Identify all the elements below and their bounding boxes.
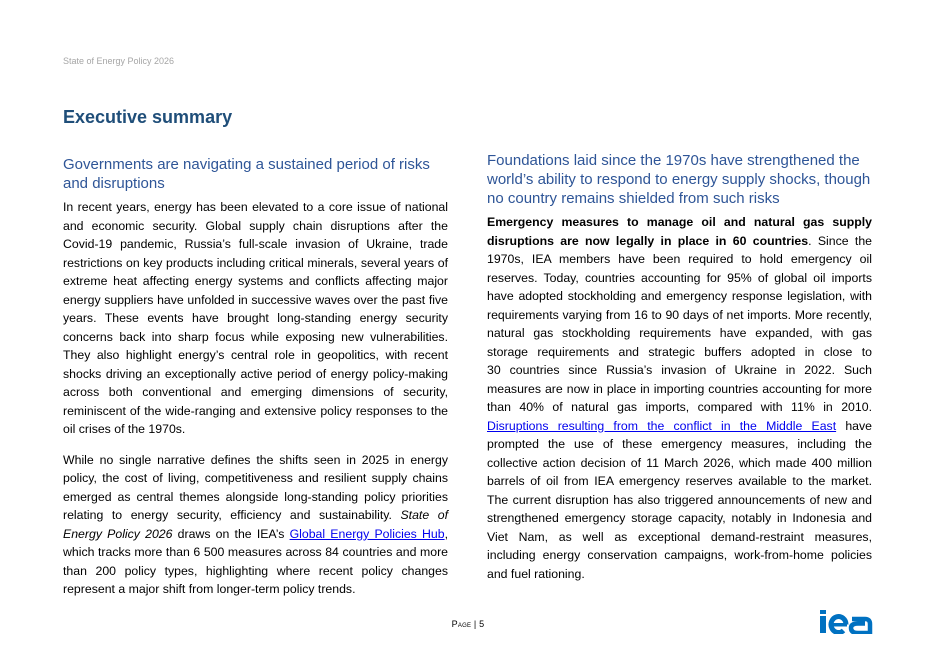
running-header: State of Energy Policy 2026 xyxy=(63,56,175,66)
logo-i-dot xyxy=(820,610,826,614)
page-separator: | xyxy=(471,619,480,629)
middle-east-disruptions-link[interactable]: Disruptions resulting from the conflict in the Middle East xyxy=(487,418,837,433)
left-paragraph-2 xyxy=(63,451,448,599)
page-label: Page xyxy=(451,619,472,629)
global-energy-policies-hub-link[interactable]: Global Energy Policies Hub xyxy=(289,526,445,541)
page-number xyxy=(0,619,936,629)
left-paragraph-1: In recent years, energy has been elevated to a core issue of national and economic security. Global supply chain disruptions after the Covid-19 pandemic, Russia’s full-scale invasion of Ukraine, trade restrictions on key products including critical minerals, several years of extreme heat affecting energy systems and conflicts affecting major energy suppliers have unfolded in successive waves over the past five years. These events have brought long-standing energy security concerns back into sharp focus while exposing new vulnerabilities. They also highlight energy’s central role in geopolitics, with recent shocks driving an exceptionally active period of energy policy-making across both conventional and emerging dimensions of security, reminiscent of the wide-ranging and extensive policy responses to the oil crises of the 1970s. xyxy=(63,200,448,436)
logo-i-stem xyxy=(820,616,826,633)
page-number-value: 5 xyxy=(479,619,485,629)
left-column-heading: Governments are navigating a sustained period of risks and disruptions xyxy=(63,156,430,192)
left-column xyxy=(63,155,448,611)
logo-e-bar xyxy=(832,623,847,627)
left-paragraph-2-text-c: , which tracks more than 6 500 measures across 84 countries and more than 200 policy types, highlighting where recent policy changes represent a major shift from longer-term policy trends. xyxy=(63,526,448,596)
right-paragraph-1-text-b: have prompted the use of these emergency measures, including the collective action decision of 11 March 2026, which made 400 million barrels of oil from IEA emergency reserves available to the market. The current disruption has also triggered announcements of new and strengthened emergency storage capacity, notably in Indonesia and Viet Nam, as well as exceptional demand-restraint measures, including energy conservation campaigns, work-from-home policies and fuel rationing. xyxy=(487,418,872,581)
right-paragraph-1 xyxy=(487,213,872,583)
iea-logo xyxy=(819,608,873,634)
section-title: Executive summary xyxy=(63,107,233,127)
logo-a xyxy=(851,619,870,633)
right-column-heading: Foundations laid since the 1970s have strengthened the world’s ability to respond to energy supply shocks, though no country remains shielded from such risks xyxy=(487,152,871,207)
right-paragraph-1-text-a: . Since the 1970s, IEA members have been required to hold emergency oil reserves. Today, countries accounting for 95% of global oil imports have adopted stockholding and emergency response legislation, with requirements varying from 16 to 90 days of net imports. More recently, natural gas stockholding requirements have expanded, with gas storage requirements and strategic buffers adopted in close to 30 countries since Russia’s invasion of Ukraine in 2022. Such measures are now in place in importing countries accounting for more than 40% of natural gas imports, compared with 11% in 2010. xyxy=(487,233,873,414)
right-paragraph-1-bold-lead: Emergency measures to manage oil and natural gas supply disruptions are now legally in place in 60 countries xyxy=(487,215,872,248)
report-title-italic: State of Energy Policy 2026 xyxy=(63,508,448,541)
left-paragraph-2-text-a: While no single narrative defines the shifts seen in 2025 in energy policy, the cost of living, competitiveness and resilient supply chains emerged as central themes alongside long-standing policy priorities relating to energy security, efficiency and sustainability. xyxy=(63,452,448,522)
left-paragraph-2-text-b: draws on the IEA’s xyxy=(172,526,290,541)
right-column xyxy=(487,151,872,595)
